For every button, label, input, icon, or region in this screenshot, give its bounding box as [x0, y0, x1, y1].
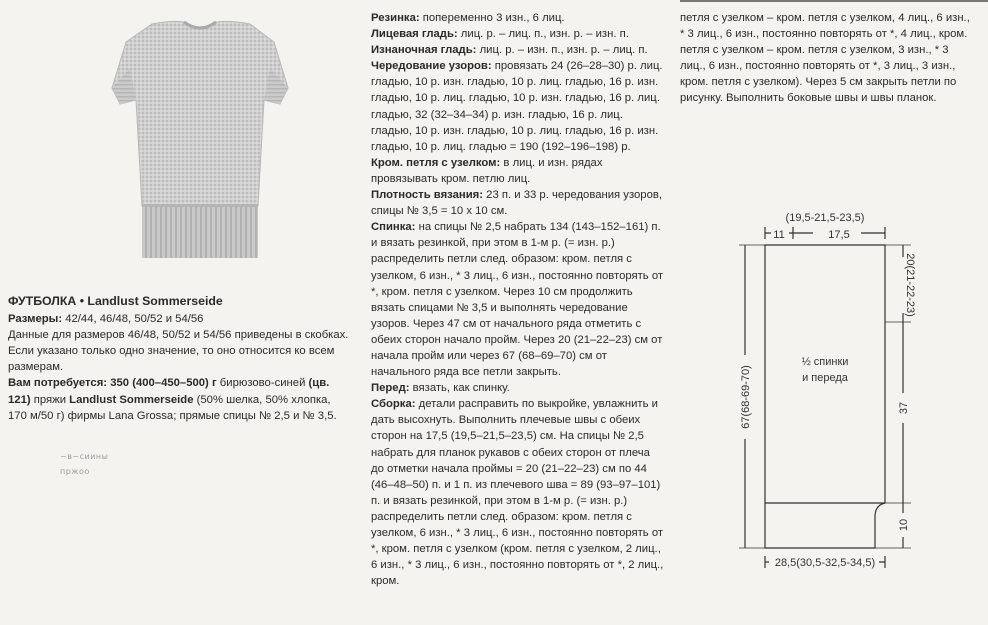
garment-photo — [90, 8, 310, 264]
edge-paragraph — [371, 155, 664, 187]
gauge-text: 23 п. и 33 р. чередования узоров, спицы № 3,5 = 10 х 10 см. — [371, 189, 662, 218]
hem-rib — [142, 206, 258, 258]
top-width-label: (19,5-21,5-23,5) — [785, 212, 865, 224]
front-text: вязать, как спинку. — [409, 382, 510, 395]
alternation-text: провязать 24 (26–28–30) р. лиц. гладью, 10 р. изн. гладью, 10 р. лиц. гладью, 16 р. изн. гладью, 10 р. лиц. гладью, 10 р. изн. гладью, 16 р. лиц. гладью, 32 (32–34–34) р. изн. гладью, 16 р. лиц. гладью, 10 р. изн. гладью, 10 р. лиц. гладью, 16 р. изн. гладью, 10 р. лиц. гладью = 190 (192–196–198) р. — [371, 60, 663, 153]
assembly-label: Сборка: — [371, 398, 416, 411]
body-height-label: 37 — [898, 401, 910, 415]
piece-label-1: ½ спинки — [801, 356, 849, 368]
instructions-column — [371, 10, 664, 589]
back-text: на спицы № 2,5 набрать 134 (143–152–161) п. и вязать резинкой, при этом в 1-м р. (= изн. р.) распределить петли след. образом: кром. петля с узелком, 6 изн., * 3 лиц., 6 изн., постоянно повторять от *, кром. петля с узелком. Через 10 см продолжить вязать спицами № 3,5 и выполнять чередование узоров. Через 47 см от начального ряда отметить с обеих сторон начало пройм. Через 20 (21–22–23) см от начала пройм или через 67 (68–69–70) см от начального ряда все петли закрыть. — [371, 221, 664, 379]
reverse-text: лиц. р. – изн. п., изн. р. – лиц. п. — [476, 44, 648, 57]
stockinette-text: лиц. р. – лиц. п., изн. р. – изн. п. — [457, 28, 629, 41]
piece-label-2: и переда — [802, 372, 848, 384]
continuation-text: петля с узелком – кром. петля с узелком, 4 лиц., 6 изн., * 3 лиц., 6 изн., постоянно повторять от *, 4 лиц., кром. петля с узелком – кром. петля с узелком, 3 изн., * 3 лиц., 6 изн., постоянно повторять от *, 3 лиц., 3 изн., кром. петля с узелком). Через 5 см закрыть петли по рисунку. Выполнить боковые швы и швы планок. — [680, 12, 970, 105]
edge-label: Кром. петля с узелком: — [371, 156, 501, 169]
front-paragraph — [371, 380, 664, 396]
schematic-diagram — [735, 205, 935, 580]
materials-yarn: Landlust Sommerseide — [69, 393, 194, 406]
materials-text-2: пряжи — [30, 393, 70, 406]
garment-body — [112, 21, 288, 206]
materials-paragraph — [8, 375, 352, 423]
top-rule — [680, 0, 988, 2]
faded-text-1: ~в~сиины — [60, 452, 109, 461]
reverse-label: Изнаночная гладь: — [371, 44, 477, 57]
rib-height-label: 10 — [898, 518, 910, 532]
intro-column — [8, 293, 352, 424]
rib-paragraph — [371, 10, 664, 26]
stockinette-label: Лицевая гладь: — [371, 28, 458, 41]
alternation-paragraph — [371, 58, 664, 155]
stockinette-paragraph — [371, 26, 664, 42]
armhole-label: 20(21-22-23) — [904, 253, 916, 317]
faded-text-2: пржоо — [60, 467, 90, 476]
rib-label: Резинка: — [371, 12, 420, 24]
gauge-paragraph — [371, 187, 664, 219]
materials-color: (цв. 121) — [8, 377, 330, 406]
gauge-label: Плотность вязания: — [371, 189, 484, 202]
sizes-text: 42/44, 46/48, 50/52 и 54/56 — [62, 313, 204, 326]
materials-text-1: бирюзово-синей — [216, 377, 309, 390]
assembly-paragraph — [371, 396, 664, 589]
materials-text-3: (50% шелка, 50% хлопка, 170 м/50 г) фирмы Lana Grossa; прямые спицы № 2,5 и № 3,5. — [8, 393, 337, 422]
assembly-text: детали расправить по выкройке, увлажнить и дать высохнуть. Выполнить плечевые швы с обеих сторон на 17,5 (19,5–21,5–23,5) см. На спицы № 2,5 набрать для планок рукавов с обеих сторон от плеча до отметки начала проймы = 20 (21–22–23) см по 44 (46–48–50) п. и 1 п. из плечевого шва = 89 (93–97–101) п. и вязать резинкой, при этом в 1-м р. (= изн. р.) распределить петли след. образом: кром. петля с узелком, 6 изн., * 3 лиц., 6 изн., постоянно повторять от *, кром. петля с узелком (кром. петля с узелком, 2 лиц., 6 изн., * 3 лиц., 6 изн., постоянно повторять от *, 2 лиц., кром. — [371, 398, 664, 588]
total-height-label: 67(68-69-70) — [740, 365, 752, 429]
top-right-label: 17,5 — [828, 229, 850, 241]
pattern-title: ФУТБОЛКА • Landlust Sommerseide — [8, 294, 223, 308]
alternation-label: Чередование узоров: — [371, 60, 492, 73]
front-label: Перед: — [371, 382, 410, 395]
back-paragraph — [371, 219, 664, 380]
sizes-paragraph — [8, 311, 352, 327]
sizes-note: Данные для размеров 46/48, 50/52 и 54/56 приведены в скобках. Если указано только одно значение, то оно относится ко всем размерам. — [8, 329, 349, 374]
sizes-label: Размеры: — [8, 313, 63, 326]
back-label: Спинка: — [371, 221, 416, 234]
reverse-paragraph — [371, 42, 664, 58]
rib-text: попеременно 3 изн., 6 лиц. — [419, 12, 565, 24]
continuation-column — [680, 10, 976, 107]
bottom-width-label: 28,5(30,5-32,5-34,5) — [774, 557, 876, 569]
top-left-label: 11 — [773, 229, 785, 241]
edge-text: в лиц. и изн. рядах провязывать кром. петлю лиц. — [371, 156, 603, 185]
materials-label: Вам потребуется: 350 (400–450–500) г — [8, 377, 217, 390]
